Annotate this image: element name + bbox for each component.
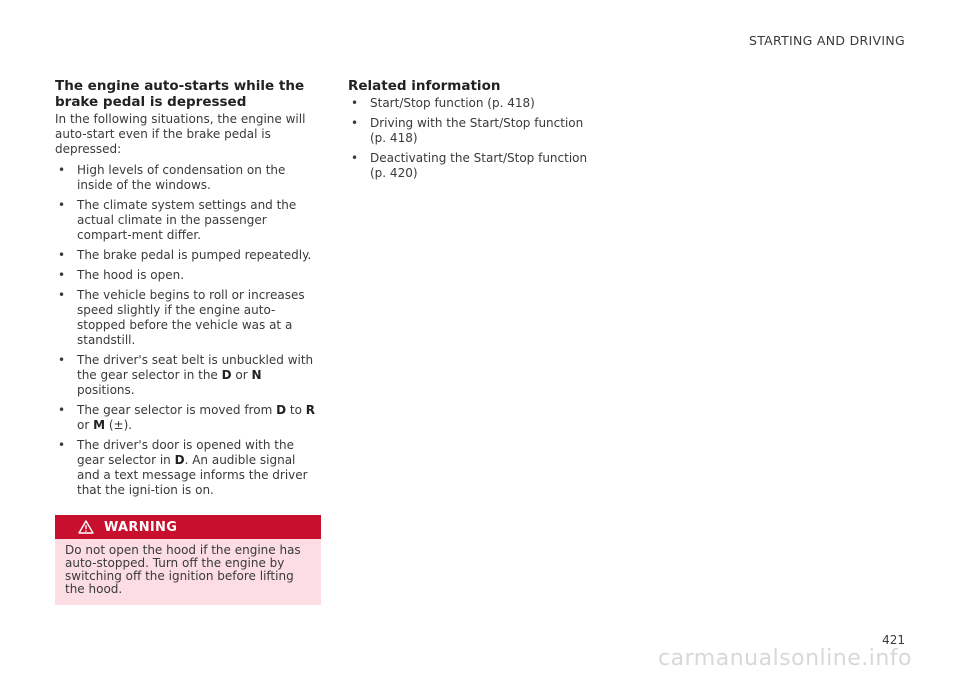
bullet-dot: •: [58, 268, 66, 282]
list-item-text: High levels of condensation on the inside of the windows.: [77, 163, 286, 192]
related-link[interactable]: [348, 116, 588, 146]
related-link[interactable]: [348, 151, 588, 181]
list-item: [55, 163, 321, 193]
bullet-dot: •: [58, 248, 66, 262]
warning-header: [55, 515, 321, 539]
related-links-list: [348, 96, 588, 181]
list-item-text: The driver's seat belt is unbuckled with the gear selector in the: [77, 353, 314, 382]
gear-position-label: D: [276, 403, 287, 417]
list-item-text: or: [231, 368, 252, 382]
list-item: [55, 288, 321, 348]
gear-position-label: N: [251, 368, 262, 382]
bullet-dot: •: [58, 438, 66, 452]
list-item-text: The vehicle begins to roll or increases speed slightly if the engine auto-stopped before the vehicle was at a standstill.: [77, 288, 305, 347]
warning-triangle-icon: [78, 520, 94, 534]
list-item-text: or: [77, 418, 94, 432]
related-heading: Related information: [348, 78, 501, 94]
list-item: [55, 438, 321, 498]
related-link-text[interactable]: Driving with the Start/Stop function (p. 418): [370, 116, 584, 145]
bullet-dot: •: [58, 163, 66, 177]
intro-text: In the following situations, the engine will auto-start even if the brake pedal is depressed:: [55, 112, 306, 156]
gear-position-label: M: [93, 418, 106, 432]
related-column: [348, 78, 588, 186]
bullet-dot: •: [351, 151, 359, 165]
bullet-dot: •: [58, 288, 66, 302]
bullet-dot: •: [351, 116, 359, 130]
list-item-text: The climate system settings and the actual climate in the passenger compart-ment differ.: [77, 198, 297, 242]
section-header: STARTING AND DRIVING: [748, 33, 905, 48]
main-column: [55, 78, 321, 605]
page-number: 421: [882, 633, 905, 647]
gear-position-label: D: [174, 453, 185, 467]
gear-position-label: D: [221, 368, 232, 382]
list-item: [55, 268, 321, 283]
list-item-text: . An audible signal and a text message informs the driver that the igni-tion is on.: [77, 453, 308, 497]
list-item-text: positions.: [77, 383, 135, 397]
list-item-text: to: [286, 403, 306, 417]
list-item-text: The gear selector is moved from: [77, 403, 277, 417]
related-link-text[interactable]: Start/Stop function (p. 418): [370, 96, 535, 110]
list-item: [55, 353, 321, 398]
gear-position-label: R: [305, 403, 315, 417]
bullet-dot: •: [58, 198, 66, 212]
section-heading: The engine auto-starts while the brake pedal is depressed: [55, 78, 305, 110]
list-item-text: The brake pedal is pumped repeatedly.: [77, 248, 312, 262]
bullet-dot: •: [351, 96, 359, 110]
bullet-dot: •: [58, 353, 66, 367]
watermark: carmanualsonline.info: [658, 646, 912, 671]
warning-text: Do not open the hood if the engine has auto-stopped. Turn off the engine by switching off the ignition before lifting the hood.: [55, 539, 321, 605]
list-item-text: The hood is open.: [77, 268, 185, 282]
related-link-text[interactable]: Deactivating the Start/Stop function (p. 420): [370, 151, 588, 180]
list-item-text: The driver's door is opened with the gear selector in: [77, 438, 294, 467]
warning-box: [55, 515, 321, 605]
list-item: [55, 403, 321, 433]
list-item: [55, 248, 321, 263]
related-link[interactable]: [348, 96, 588, 111]
list-item: [55, 198, 321, 243]
warning-title: WARNING: [104, 519, 178, 535]
list-item-text: (±).: [105, 418, 133, 432]
situation-list: [55, 163, 321, 498]
bullet-dot: •: [58, 403, 66, 417]
